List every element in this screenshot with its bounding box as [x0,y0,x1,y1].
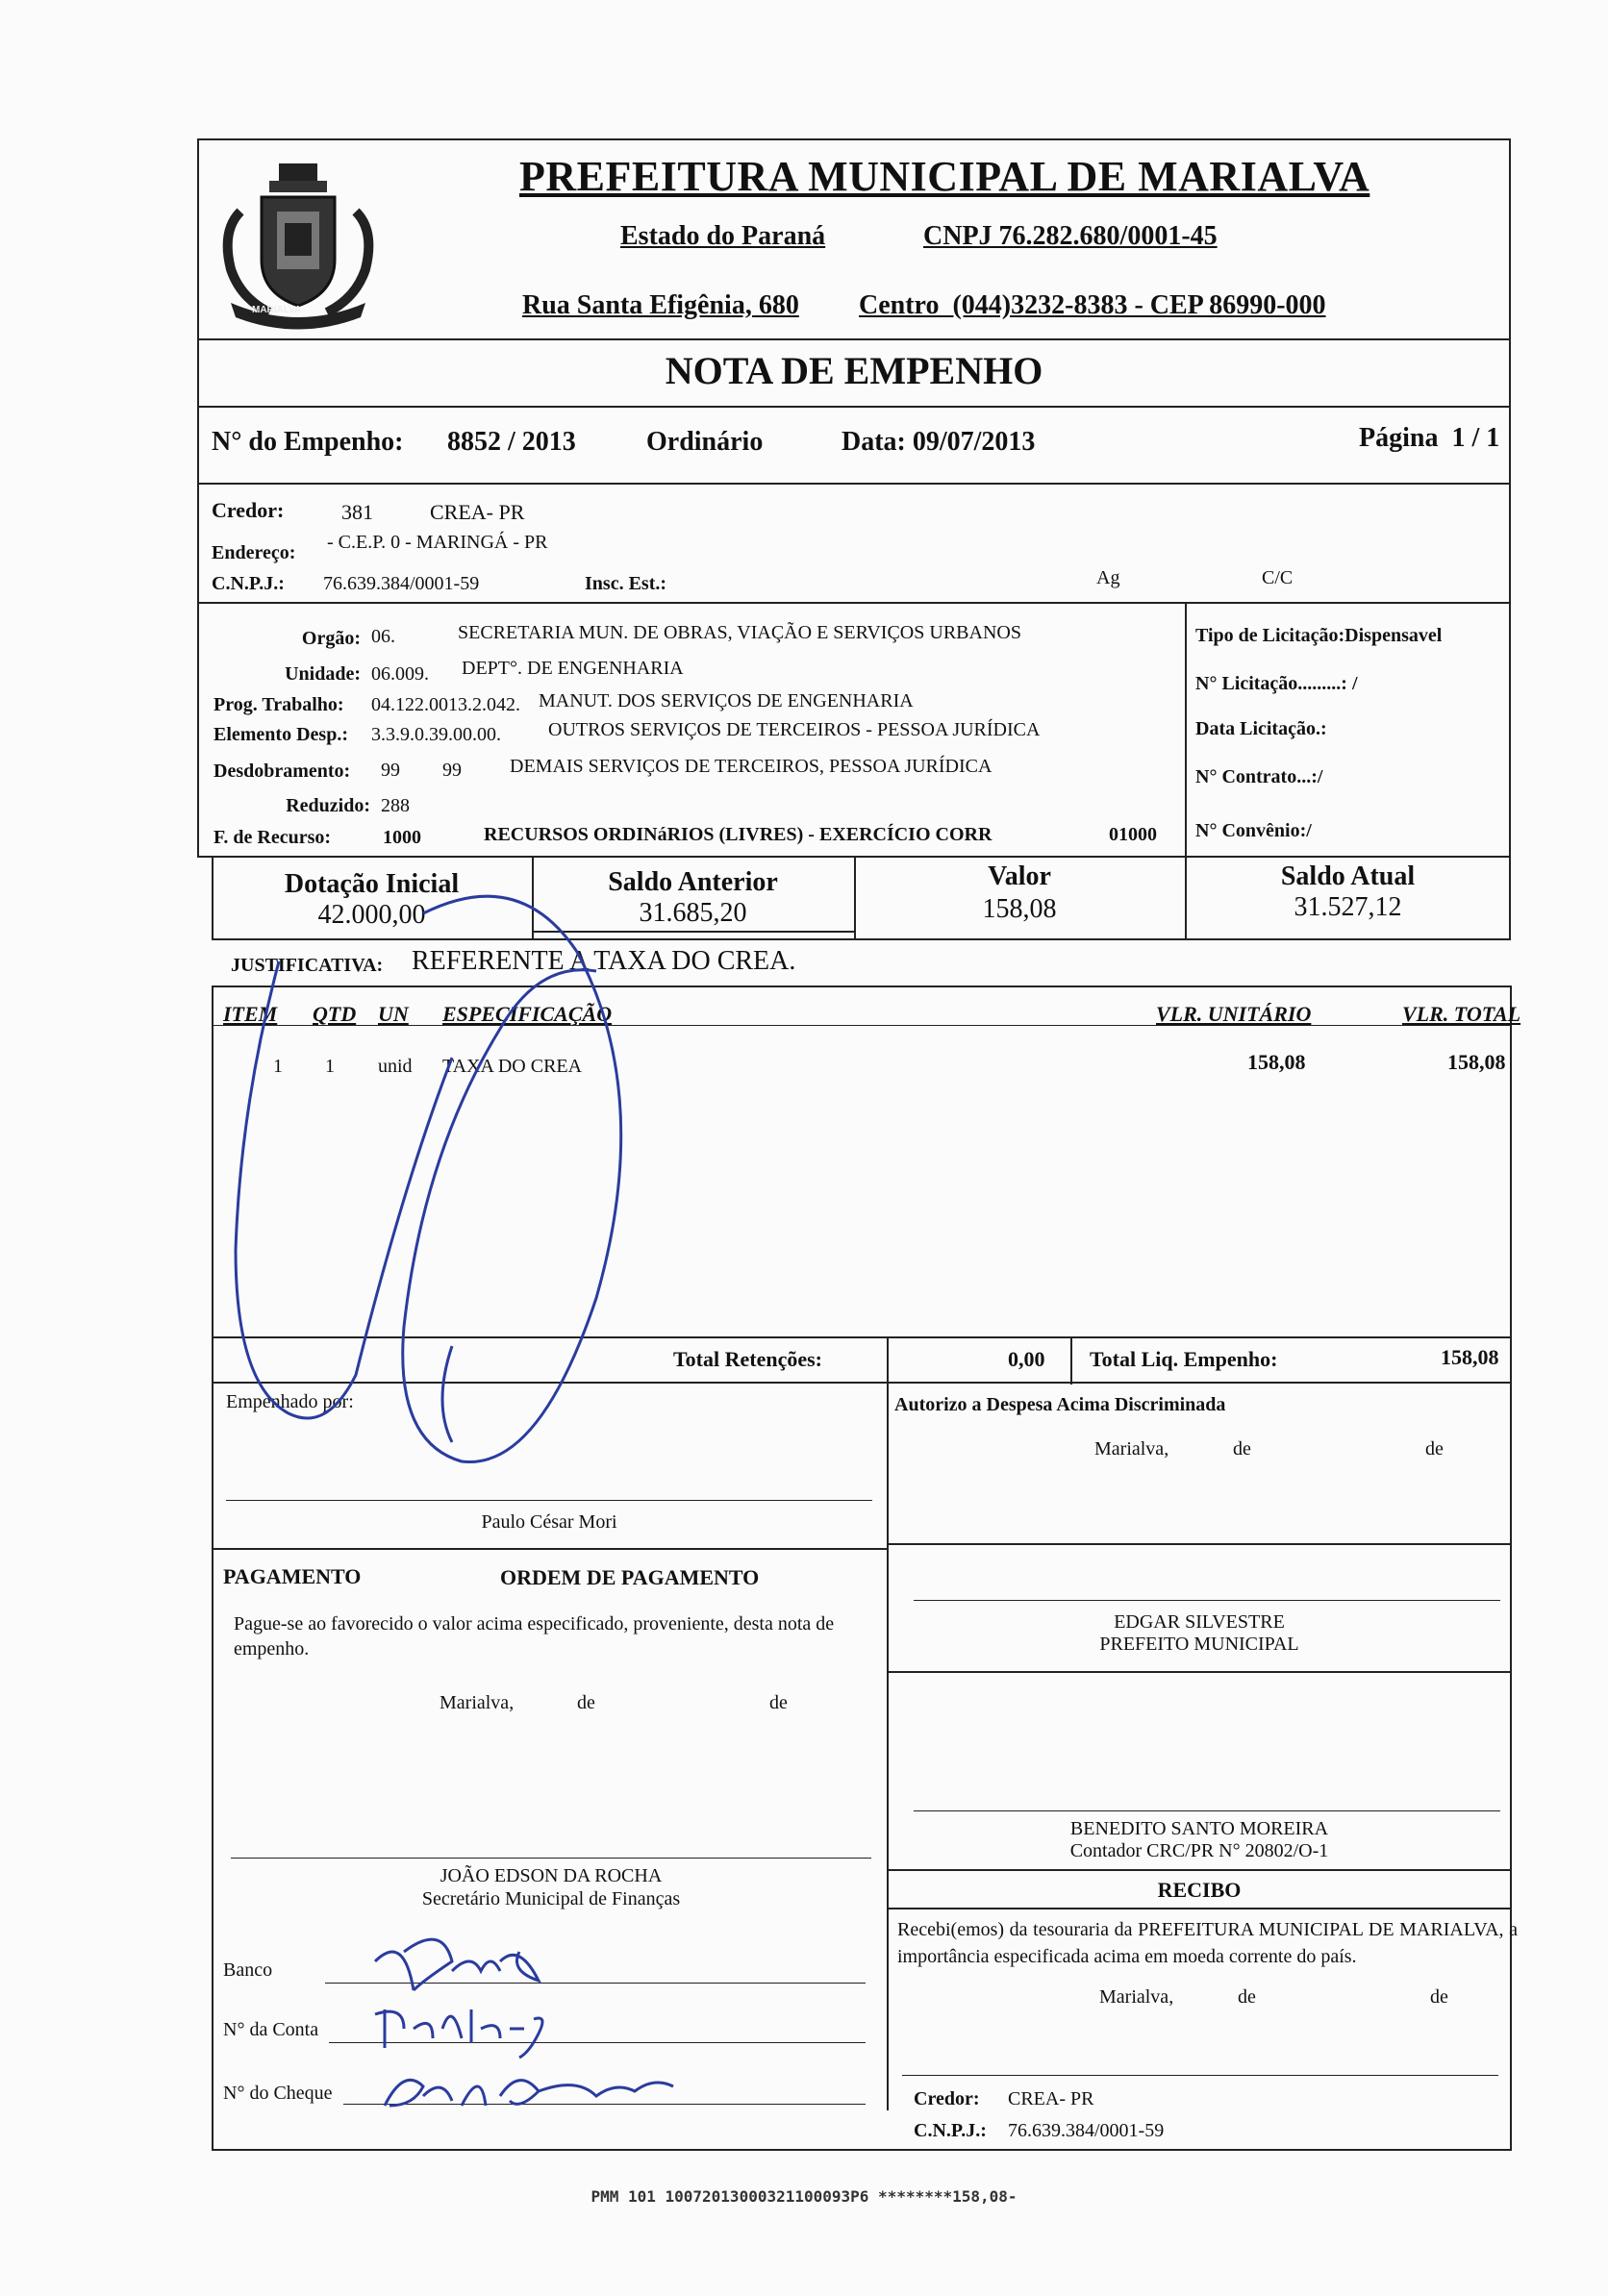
recibo-credor-label: Credor: [914,2088,980,2109]
empenho-number: 8852 / 2013 [447,427,576,457]
item-row-vlr-unit: 158,08 [1247,1050,1306,1074]
pagamento-label: PAGAMENTO [223,1564,362,1588]
desdobramento-value-b: 99 [442,760,462,781]
unidade-desc: DEPT°. DE ENGENHARIA [462,658,684,679]
recurso-value: 1000 [383,827,421,848]
col-un: UN [378,1002,409,1026]
retencoes-label: Total Retenções: [673,1347,822,1371]
contador-role: Contador CRC/PR N° 20802/O-1 [1069,1840,1329,1861]
crest-banner-text: MARIALVA [252,305,302,315]
autorizo-de1: de [1233,1438,1251,1460]
saldo-anterior-value: 31.685,20 [639,898,747,928]
header-title: PREFEITURA MUNICIPAL DE MARIALVA [519,153,1370,200]
empenho-date: Data: 09/07/2013 [842,427,1036,457]
empenhado-label: Empenhado por: [226,1391,354,1412]
saldo-atual-label: Saldo Atual [1280,861,1416,891]
recibo-text: Recebi(emos) da tesouraria da PREFEITURA MUNICIPAL DE MARIALVA, a importância especificada acima em moeda corrente do país. [897,1919,1518,1967]
banco-label: Banco [223,1959,273,1981]
col-item: ITEM [223,1002,278,1026]
col-vlr-total: VLR. TOTAL [1402,1002,1521,1026]
recibo-cnpj-label: C.N.P.J.: [914,2120,987,2141]
recibo-label: RECIBO [1157,1878,1242,1902]
credor-cnpj: 76.639.384/0001-59 [323,573,480,594]
autorizo-label: Autorizo a Despesa Acima Discriminada [894,1394,1226,1415]
pagamento-de2: de [769,1692,788,1713]
licitacao-numero: N° Licitação.........: / [1195,673,1358,694]
orgao-desc: SECRETARIA MUN. DE OBRAS, VIAÇÃO E SERVIÇOS URBANOS [458,622,1021,643]
credor-code: 381 [341,500,373,524]
cnpj-label: C.N.P.J.: [212,573,285,594]
empenhado-signer: Paulo César Mori [481,1511,617,1533]
reduzido-label: Reduzido: [286,795,370,816]
endereco-label: Endereço: [212,542,296,563]
ordem-label: ORDEM DE PAGAMENTO [500,1565,760,1589]
item-row-un: unid [378,1056,413,1077]
retencoes-value: 0,00 [1008,1347,1045,1371]
autorizo-city: Marialva, [1094,1438,1169,1460]
recurso-label: F. de Recurso: [214,827,332,848]
contador-name: BENEDITO SANTO MOREIRA [1069,1818,1329,1839]
credor-name: CREA- PR [430,500,525,524]
valor-value: 158,08 [982,894,1057,924]
header-state: Estado do Paraná [620,221,826,251]
item-row-espec: TAXA DO CREA [442,1056,583,1077]
elemento-value: 3.3.9.0.39.00.00. [371,724,501,745]
justificativa-label: JUSTIFICATIVA: [231,955,384,976]
header-contact: Centro (044)3232-8383 - CEP 86990-000 [859,290,1326,320]
col-vlr-unit: VLR. UNITÁRIO [1156,1002,1312,1026]
justificativa-text: REFERENTE A TAXA DO CREA. [412,946,796,976]
pagamento-text: Pague-se ao favorecido o valor acima especificado, proveniente, desta nota de empenho. [234,1613,835,1660]
dotacao-label: Dotação Inicial [284,869,460,899]
cheque-label: N° do Cheque [223,2083,333,2104]
col-qtd: QTD [313,1002,357,1026]
orgao-value: 06. [371,626,395,647]
item-row-vlr-total: 158,08 [1447,1050,1506,1074]
prefeito-role: PREFEITO MUNICIPAL [1099,1634,1299,1655]
doc-title: NOTA DE EMPENHO [665,349,1043,392]
insc-label: Insc. Est.: [585,573,667,594]
footer-code: PMM 101 10072013000321100093P6 ********158,08- [590,2187,1018,2206]
empenho-number-label: N° do Empenho: [212,427,404,457]
saldo-atual-value: 31.527,12 [1294,892,1402,922]
header-address: Rua Santa Efigênia, 680 [522,290,799,320]
recibo-de1: de [1238,1986,1256,2008]
liq-value: 158,08 [1441,1345,1499,1369]
desdobramento-value-a: 99 [381,760,400,781]
recurso-code: 01000 [1109,824,1157,845]
cc-label: C/C [1262,567,1294,588]
desdobramento-desc: DEMAIS SERVIÇOS DE TERCEIROS, PESSOA JURÍDICA [510,756,992,777]
pagamento-city: Marialva, [440,1692,515,1713]
recibo-credor: CREA- PR [1008,2088,1094,2109]
prefeito-name: EDGAR SILVESTRE [1114,1611,1285,1633]
conta-label: N° da Conta [223,2019,319,2040]
licitacao-tipo: Tipo de Licitação:Dispensavel [1195,625,1443,646]
prog-desc: MANUT. DOS SERVIÇOS DE ENGENHARIA [539,690,914,711]
item-row-item: 1 [273,1056,283,1077]
recibo-cnpj: 76.639.384/0001-59 [1008,2120,1165,2141]
pagamento-de1: de [577,1692,595,1713]
ag-label: Ag [1096,567,1120,588]
item-row-qtd: 1 [325,1056,335,1077]
unidade-label: Unidade: [285,663,361,685]
credor-address: - C.E.P. 0 - MARINGÁ - PR [327,532,548,553]
secretario-role: Secretário Municipal de Finanças [421,1888,681,1909]
licitacao-contrato: N° Contrato...:/ [1195,766,1323,787]
empenho-page: Página 1 / 1 [1359,423,1500,453]
autorizo-de2: de [1425,1438,1444,1460]
col-espec: ESPECIFICAÇÃO [442,1002,613,1026]
saldo-anterior-label: Saldo Anterior [608,867,778,897]
valor-label: Valor [988,861,1051,891]
licitacao-data: Data Licitação.: [1195,718,1327,739]
empenho-type: Ordinário [646,427,764,457]
prog-label: Prog. Trabalho: [214,694,344,715]
dotacao-value: 42.000,00 [317,900,426,930]
elemento-desc: OUTROS SERVIÇOS DE TERCEIROS - PESSOA JURÍDICA [548,719,1041,740]
unidade-value: 06.009. [371,663,429,685]
desdobramento-label: Desdobramento: [214,761,351,782]
orgao-label: Orgão: [301,628,361,649]
secretario-name: JOÃO EDSON DA ROCHA [440,1865,663,1886]
prog-value: 04.122.0013.2.042. [371,694,520,715]
recibo-city: Marialva, [1099,1986,1174,2008]
header-cnpj: CNPJ 76.282.680/0001-45 [923,221,1218,251]
credor-label: Credor: [212,498,285,522]
elemento-label: Elemento Desp.: [214,724,348,745]
recurso-desc: RECURSOS ORDINáRIOS (LIVRES) - EXERCÍCIO CORR [484,824,992,845]
licitacao-convenio: N° Convênio:/ [1195,820,1312,841]
recibo-de2: de [1430,1986,1448,2008]
reduzido-value: 288 [381,795,410,816]
liq-label: Total Liq. Empenho: [1090,1347,1278,1371]
